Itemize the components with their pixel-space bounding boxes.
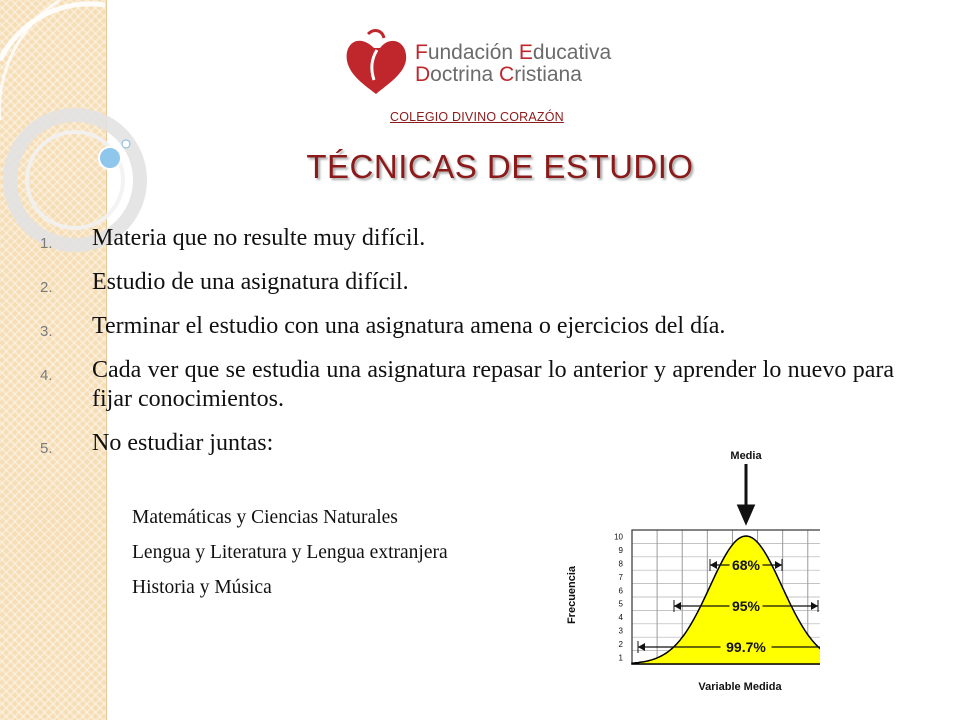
- list-number: 1.: [40, 235, 53, 252]
- y-tick-label: 7: [618, 572, 623, 582]
- normal-distribution-chart: [560, 440, 820, 700]
- list-item: [40, 224, 894, 253]
- y-tick-label: 6: [618, 586, 623, 596]
- logo-text: Fundación Educativa Doctrina Cristiana: [415, 41, 612, 86]
- bubble-small: [122, 140, 130, 148]
- annotation-label: 99.7%: [726, 639, 766, 655]
- college-name: COLEGIO DIVINO CORAZÓN: [390, 110, 564, 124]
- list-text: Materia que no resulte muy difícil.: [92, 225, 426, 251]
- list-text: Terminar el estudio con una asignatura amena o ejercicios del día.: [92, 313, 726, 339]
- list-item: [40, 312, 894, 341]
- study-tips-list: [40, 224, 894, 473]
- list-number: 2.: [40, 279, 53, 296]
- chart-title: Media: [730, 450, 762, 462]
- list-text: Cada ver que se estudia una asignatura repasar lo anterior y aprender lo nuevo para fijar conocimientos.: [92, 357, 894, 412]
- list-text: Estudio de una asignatura difícil.: [92, 269, 409, 295]
- list-number: 5.: [40, 440, 53, 457]
- list-item: [40, 356, 894, 414]
- list-item: [40, 268, 894, 297]
- y-tick-label: 5: [618, 599, 623, 609]
- y-tick-label: 10: [614, 532, 623, 542]
- page-title: TÉCNICAS DE ESTUDIO: [306, 148, 694, 185]
- y-tick-label: 8: [618, 559, 623, 569]
- y-tick-label: 1: [618, 653, 623, 663]
- media-arrow-icon: [739, 464, 753, 522]
- y-tick-label: 3: [618, 626, 623, 636]
- list-number: 4.: [40, 367, 53, 384]
- y-tick-label: 9: [618, 546, 623, 556]
- y-tick-label: 2: [618, 639, 623, 649]
- annotation-label: 68%: [731, 557, 761, 573]
- y-tick-label: 4: [618, 613, 623, 623]
- chart-ylabel: Frecuencia: [566, 565, 578, 625]
- list-text: No estudiar juntas:: [92, 430, 274, 456]
- sub-item: Matemáticas y Ciencias Naturales: [132, 507, 398, 528]
- chart-xlabel: Variable Medida: [698, 681, 782, 693]
- sub-item: Historia y Música: [132, 577, 272, 598]
- sub-item: Lengua y Literatura y Lengua extranjera: [132, 542, 448, 563]
- subject-pairs-list: [132, 508, 448, 613]
- annotation-label: 95%: [731, 598, 761, 614]
- list-number: 3.: [40, 323, 53, 340]
